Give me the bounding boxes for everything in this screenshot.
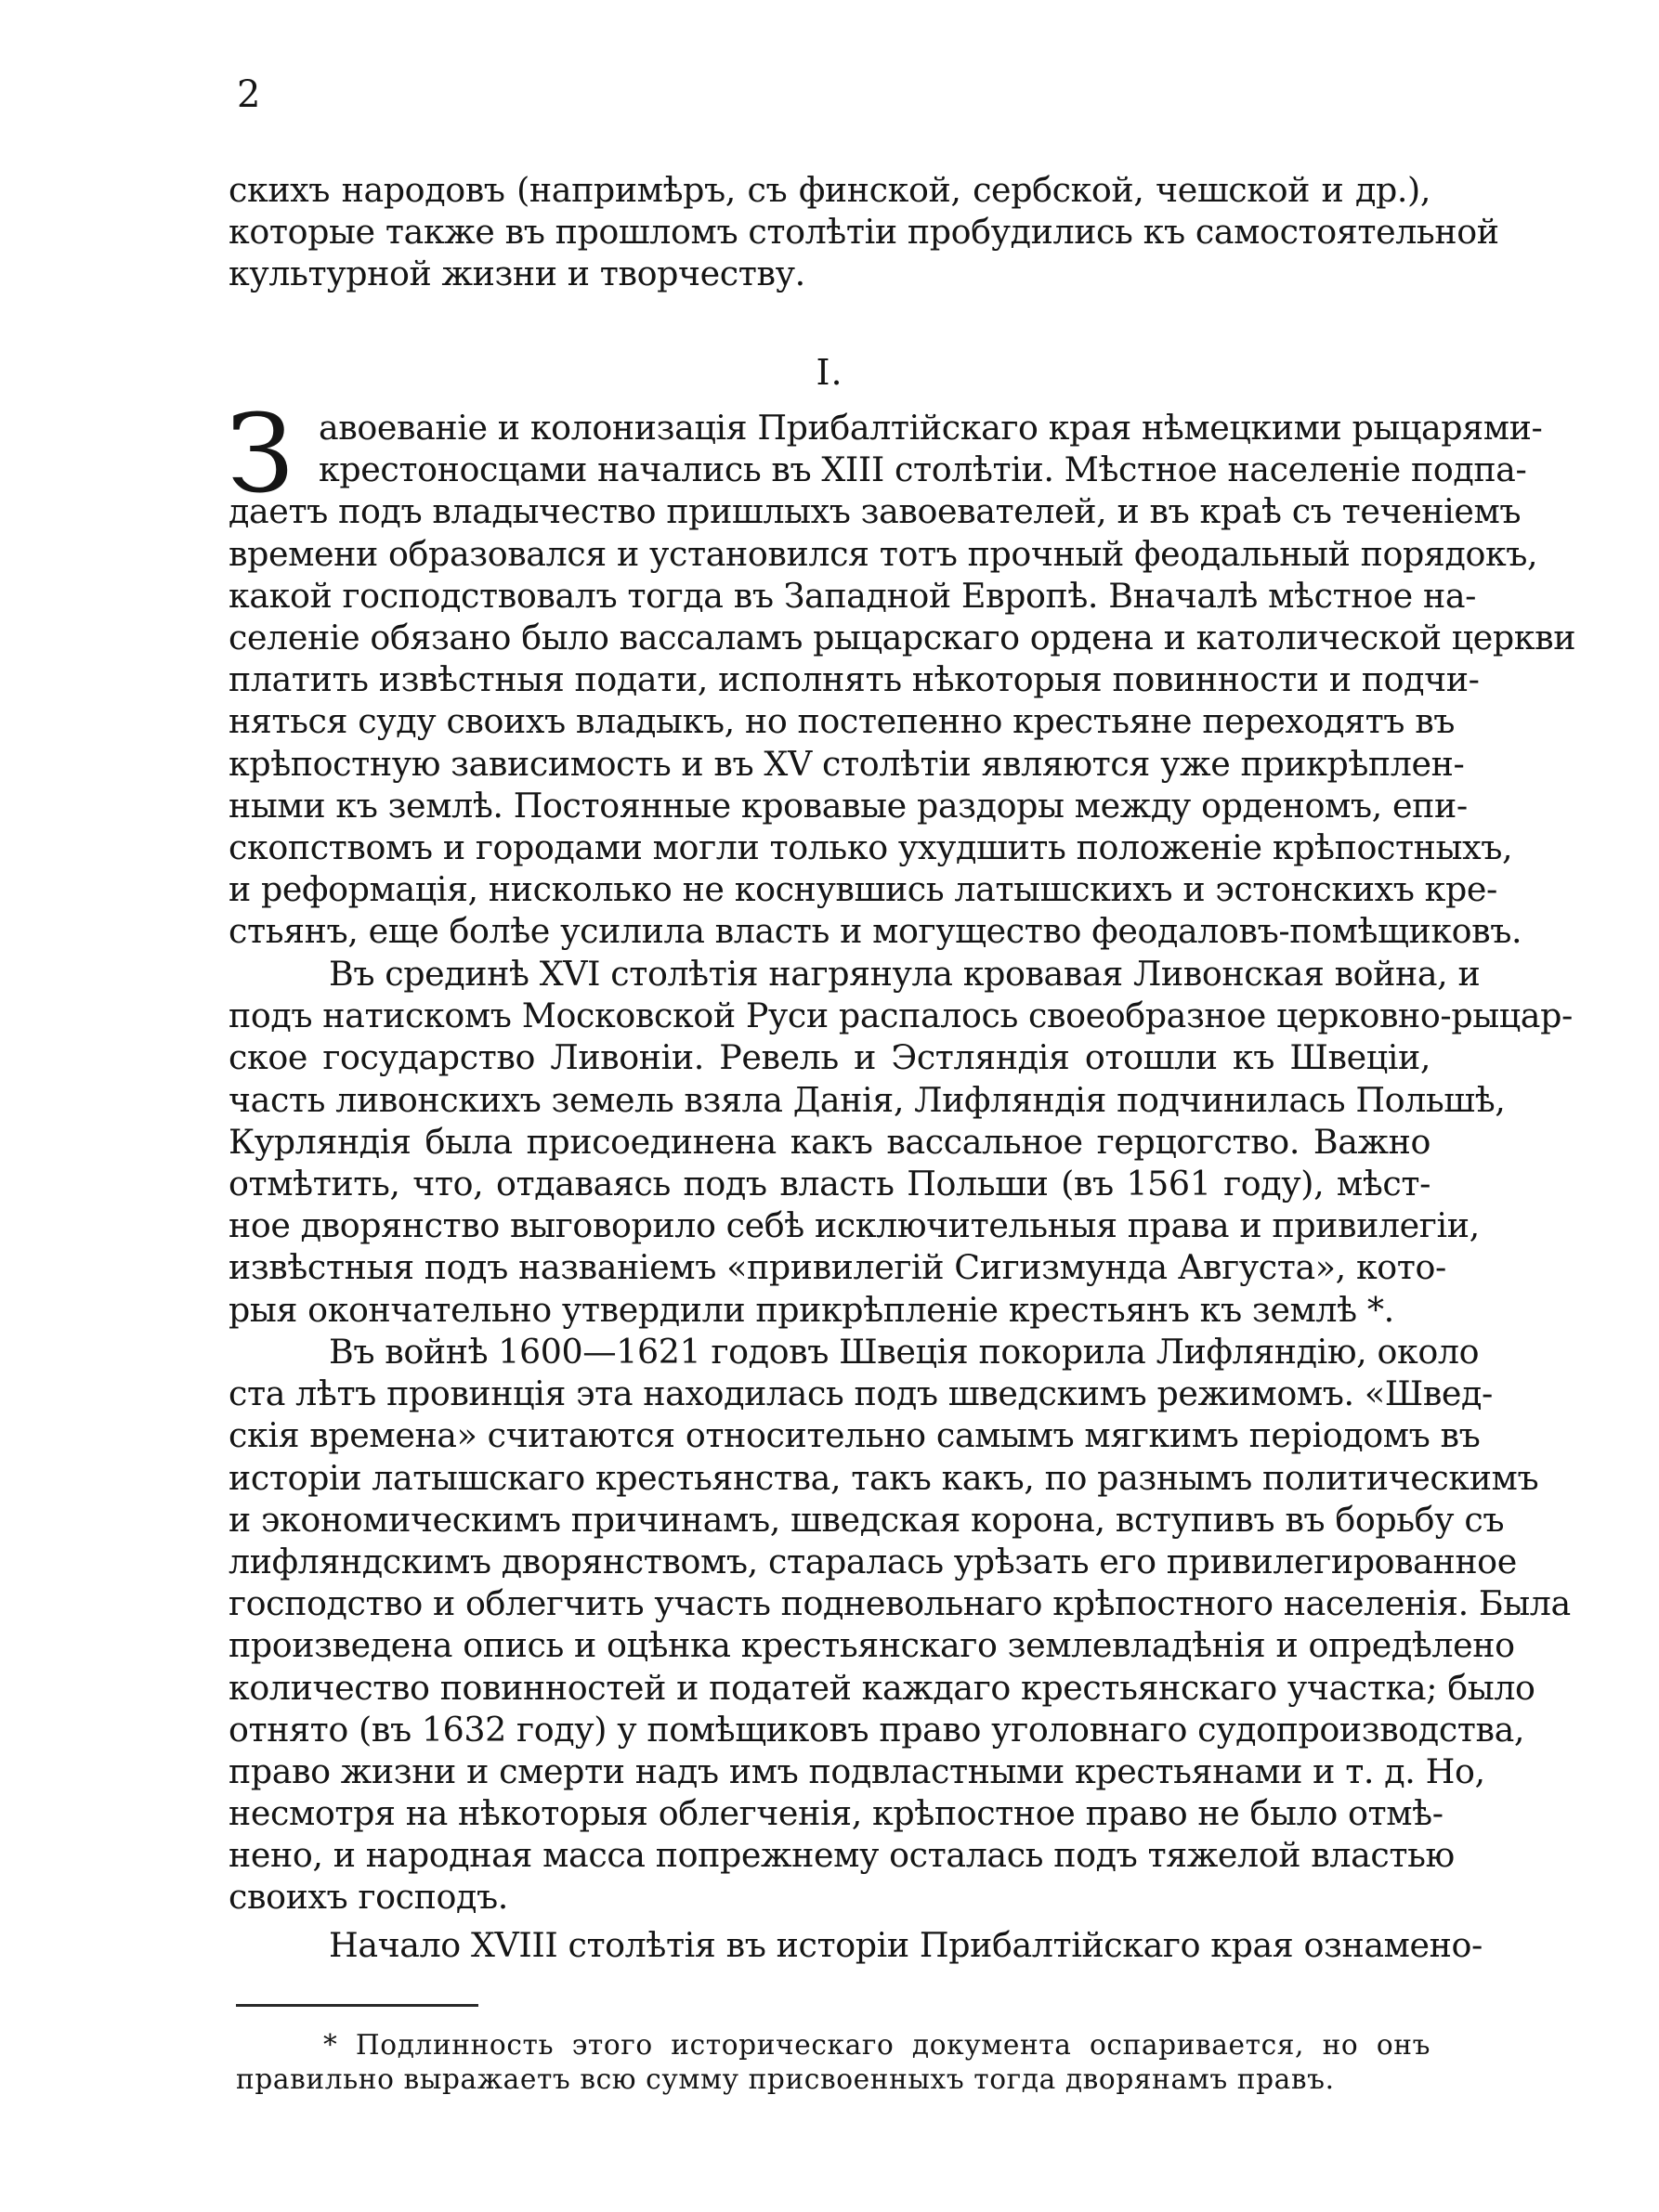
footnote xyxy=(236,2028,1430,2097)
text-line: времени образовался и установился тотъ прочный феодальный порядокъ, xyxy=(229,533,1538,574)
text-line: отмѣтить, что, отдаваясь подъ власть Польши (въ 1561 году), мѣст- xyxy=(229,1163,1430,1204)
text-line: господство и облегчить участь подневольнаго крѣпостного населенія. Была xyxy=(229,1583,1571,1624)
footnote-line: правильно выражаетъ всю сумму присвоенныхъ тогда дворянамъ правъ. xyxy=(236,2063,1335,2095)
paragraph-1 xyxy=(227,392,1576,952)
text-line: скія времена» считаются относительно самымъ мягкимъ періодомъ въ xyxy=(229,1415,1481,1456)
text-line: ста лѣтъ провинція эта находилась подъ шведскимъ режимомъ. «Швед- xyxy=(229,1373,1493,1414)
footnote-rule xyxy=(236,2004,478,2007)
text-line: подъ натискомъ Московской Руси распалось своеобразное церковно-рыцар- xyxy=(229,995,1573,1036)
text-line: своихъ господъ. xyxy=(229,1877,508,1918)
text-line: право жизни и смерти надъ имъ подвластными крестьянами и т. д. Но, xyxy=(229,1750,1485,1791)
intro-paragraph xyxy=(229,169,1499,295)
text-line: несмотря на нѣкоторыя облегченія, крѣпостное право не было отмѣ- xyxy=(229,1793,1443,1834)
text-line: стьянъ, еще болѣе усилила власть и могущество феодаловъ-помѣщиковъ. xyxy=(229,911,1522,952)
text-line: исторіи латышскаго крестьянства, такъ какъ, по разнымъ политическимъ xyxy=(229,1457,1539,1498)
paragraph-4 xyxy=(229,1924,1483,1966)
drop-cap-initial: З xyxy=(227,392,294,517)
text-line: Курляндія была присоединена какъ вассальное герцогство. Важно xyxy=(229,1121,1430,1162)
text-line: селеніе обязано было вассаламъ рыцарскаго ордена и католической церкви xyxy=(229,617,1576,657)
text-line: авоеваніе и колонизація Прибалтійскаго края нѣмецкими рыцарями- xyxy=(319,408,1543,448)
text-line: культурной жизни и творчеству. xyxy=(229,254,805,294)
text-line: Начало XVIII столѣтія въ исторіи Прибалтійскаго края ознамено- xyxy=(329,1925,1483,1965)
text-line: произведена опись и оцѣнка крестьянскаго землевладѣнія и опредѣлено xyxy=(229,1625,1515,1666)
text-line: и экономическимъ причинамъ, шведская корона, вступивъ въ борьбу съ xyxy=(229,1499,1505,1540)
text-line: и реформація, нисколько не коснувшись латышскихъ и эстонскихъ кре- xyxy=(229,869,1497,910)
text-line: няться суду своихъ владыкъ, но постепенно крестьяне переходятъ въ xyxy=(229,701,1456,742)
text-line: количество повинностей и податей каждаго крестьянскаго участка; было xyxy=(229,1667,1535,1708)
text-line: лифляндскимъ дворянствомъ, старалась урѣзать его привилегированное xyxy=(229,1541,1517,1581)
text-line: Въ срединѣ XVI столѣтія нагрянула кровавая Ливонская война, и xyxy=(329,954,1481,994)
text-line: скихъ народовъ (напримѣръ, съ финской, сербской, чешской и др.), xyxy=(229,170,1430,210)
text-line: скопствомъ и городами могли только ухудшить положеніе крѣпостныхъ, xyxy=(229,826,1513,867)
text-line: какой господствовалъ тогда въ Западной Европѣ. Вначалѣ мѣстное на- xyxy=(229,575,1477,616)
page-number: 2 xyxy=(237,73,261,116)
text-line: ными къ землѣ. Постоянные кровавые раздоры между орденомъ, епи- xyxy=(229,785,1468,826)
text-line: извѣстныя подъ названіемъ «привилегій Сигизмунда Августа», кото- xyxy=(229,1247,1446,1288)
text-line: крестоносцами начались въ XIII столѣтіи. Мѣстное населеніе подпа- xyxy=(319,449,1527,490)
text-line: которые также въ прошломъ столѣтіи пробудились къ самостоятельной xyxy=(229,212,1499,253)
section-heading: I. xyxy=(816,352,843,393)
footnote-line: * Подлинность этого историческаго документа оспаривается, но онъ xyxy=(323,2029,1430,2061)
paragraph-3 xyxy=(229,1331,1571,1919)
text-line: нено, и народная масса попрежнему осталась подъ тяжелой властью xyxy=(229,1835,1455,1876)
text-line: ное дворянство выговорило себѣ исключительныя права и привилегіи, xyxy=(229,1205,1480,1246)
text-line: Въ войнѣ 1600—1621 годовъ Швеція покорила Лифляндію, около xyxy=(329,1332,1480,1372)
text-line: крѣпостную зависимость и въ XV столѣтіи являются уже прикрѣплен- xyxy=(229,743,1465,784)
text-line: отнято (въ 1632 году) у помѣщиковъ право уголовнаго судопроизводства, xyxy=(229,1709,1525,1750)
paragraph-2 xyxy=(229,953,1573,1331)
text-line: рыя окончательно утвердили прикрѣпленіе крестьянъ къ землѣ *. xyxy=(229,1289,1394,1330)
text-line: платить извѣстныя подати, исполнять нѣкоторыя повинности и подчи- xyxy=(229,659,1480,700)
text-line: даетъ подъ владычество пришлыхъ завоевателей, и въ краѣ съ теченіемъ xyxy=(229,491,1522,532)
text-line: ское государство Ливоніи. Ревель и Эстляндія отошли къ Швеціи, xyxy=(229,1037,1430,1078)
text-line: часть ливонскихъ земель взяла Данія, Лифляндія подчинилась Польшѣ, xyxy=(229,1079,1506,1120)
